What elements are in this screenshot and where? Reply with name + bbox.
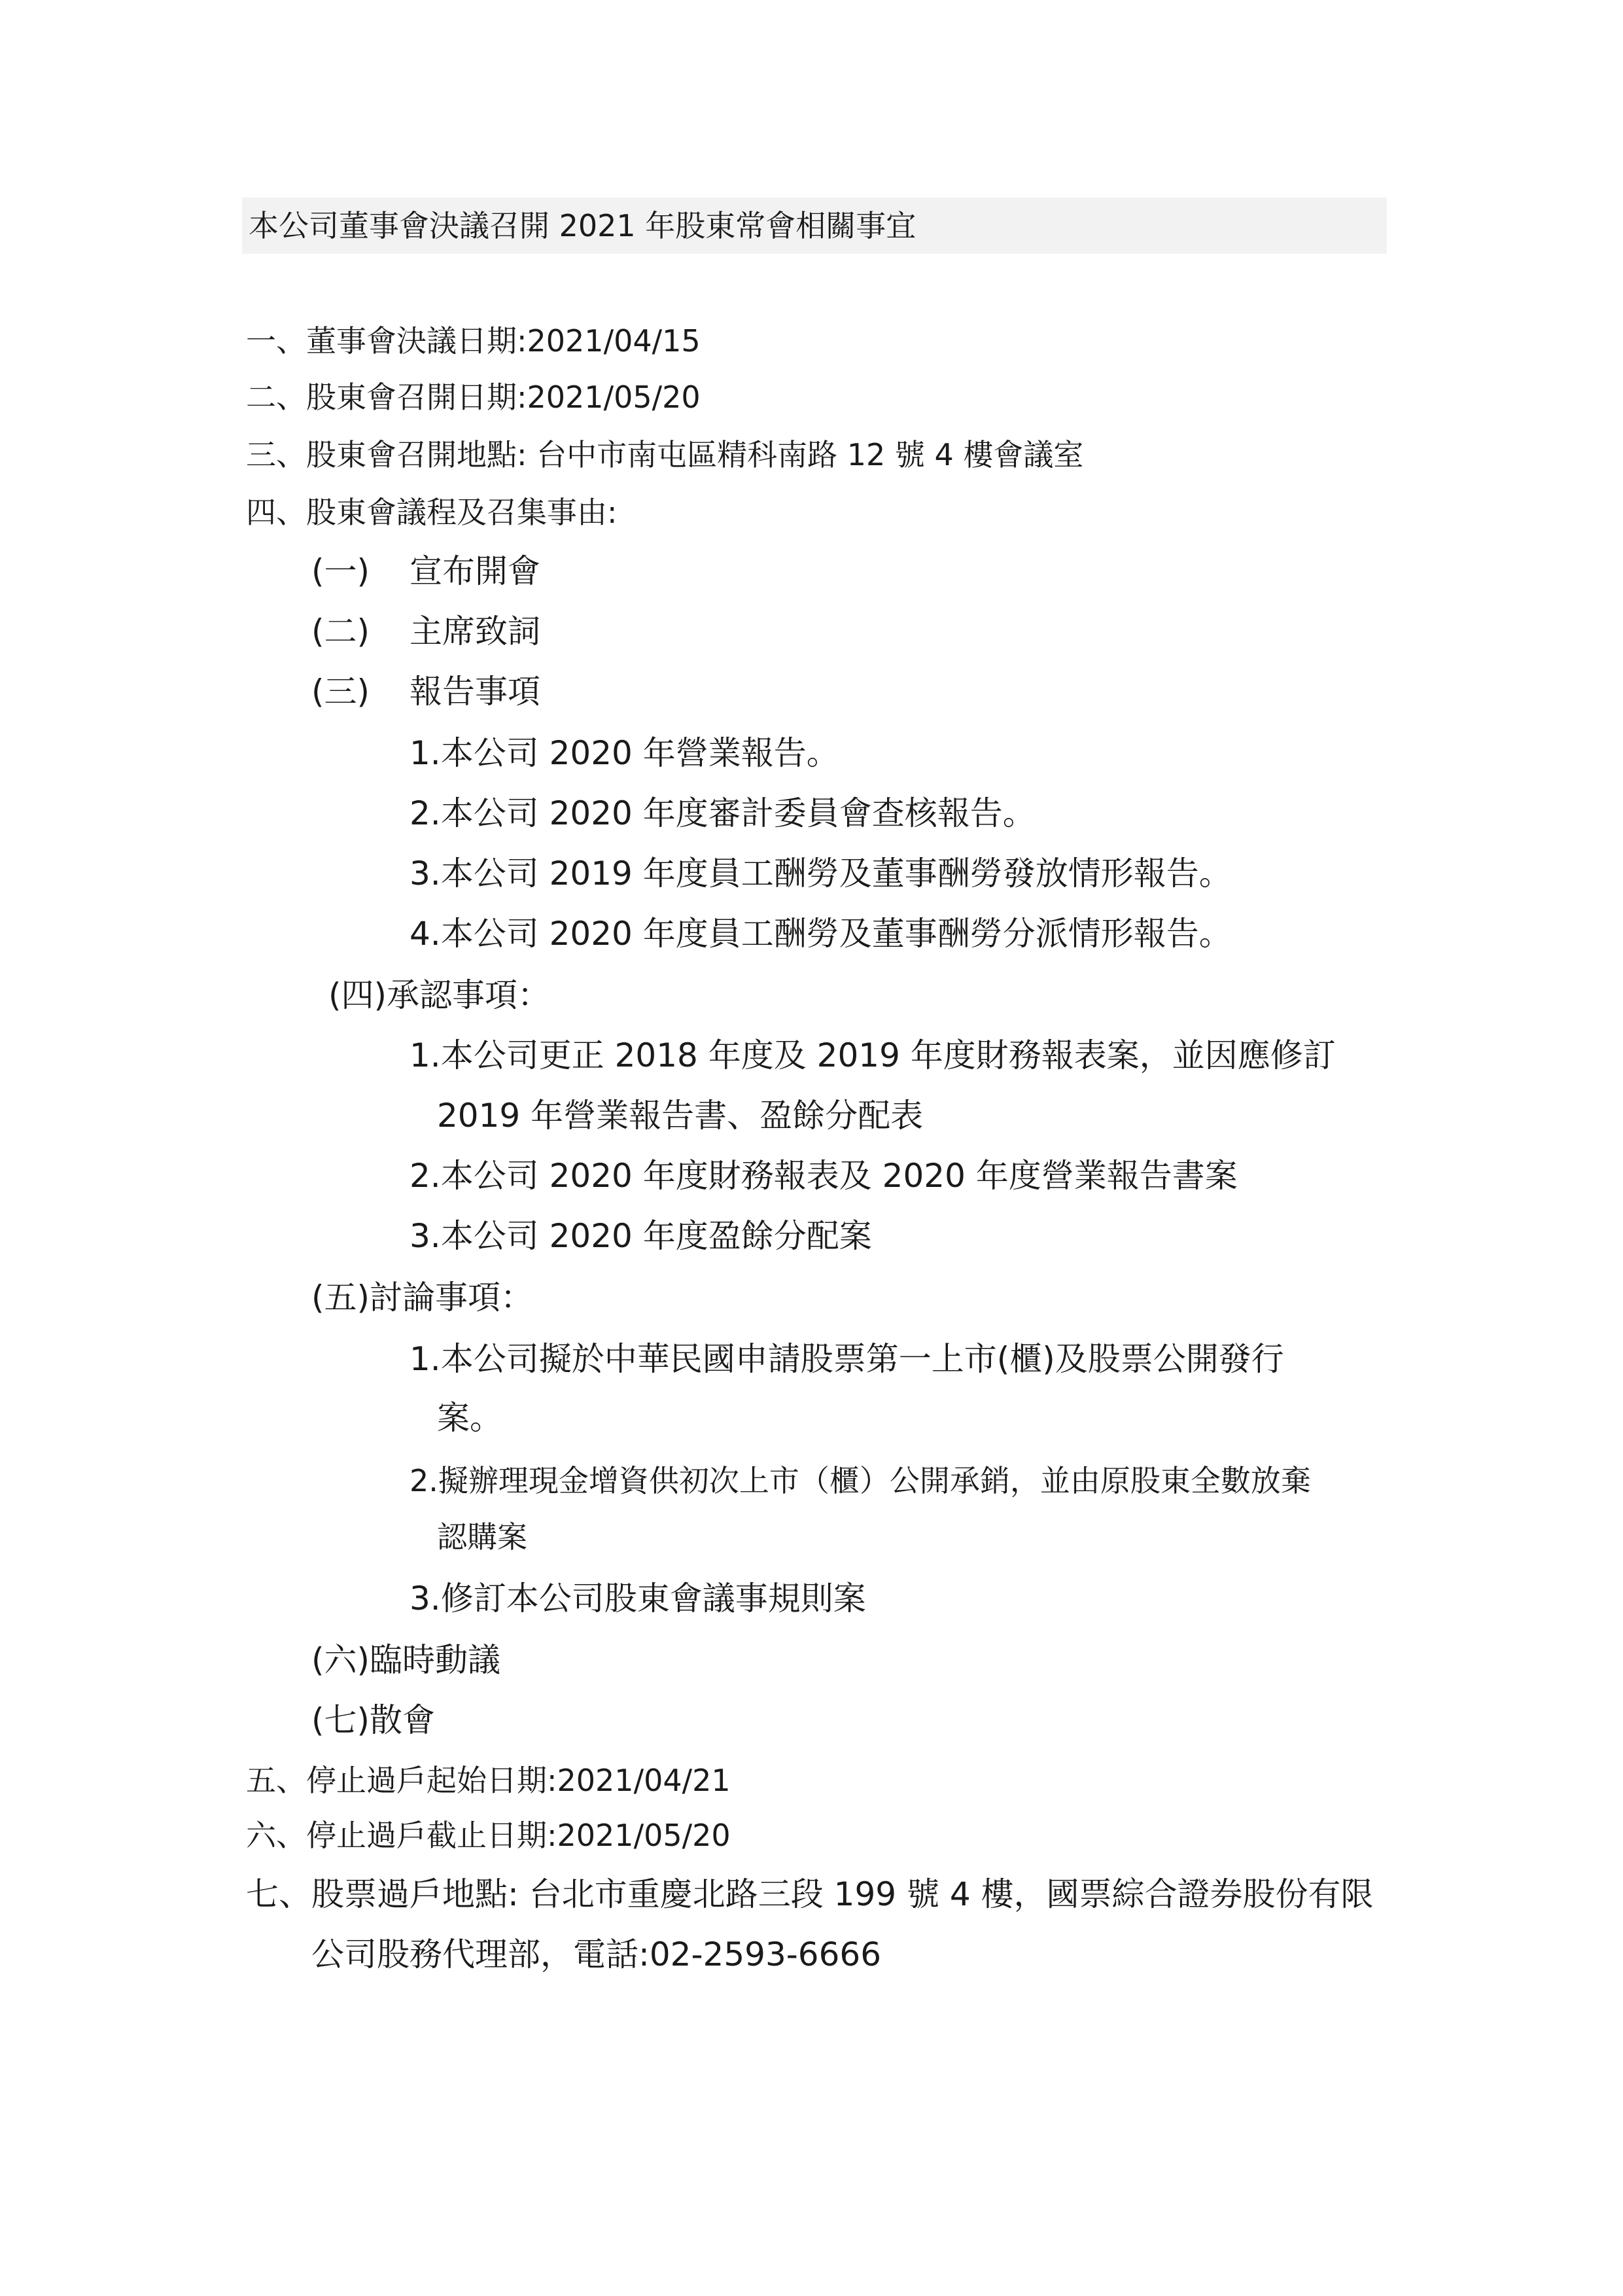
item-transfer-suspension-start: 五、停止過戶起始日期:2021/04/21 [246,1763,731,1798]
page-title: 本公司董事會決議召開 2021 年股東常會相關事宜 [249,208,916,243]
ratify-item-1-line-1: 1.本公司更正 2018 年度及 2019 年度財務報表案，並因應修訂 [410,1036,1336,1074]
report-item-2: 2.本公司 2020 年度審計委員會查核報告。 [410,794,1036,832]
discuss-item-1-line-1: 1.本公司擬於中華民國申請股票第一上市(櫃)及股票公開發行 [410,1340,1284,1378]
agenda-item-4: (四)承認事項： [328,976,551,1014]
report-item-3: 3.本公司 2019 年度員工酬勞及董事酬勞發放情形報告。 [410,855,1232,892]
ratify-item-3: 3.本公司 2020 年度盈餘分配案 [410,1217,872,1255]
agenda-item-3-number: (三) [311,673,370,711]
item-transfer-location-line-2: 公司股務代理部，電話:02-2593-6666 [311,1935,882,1973]
item-meeting-date: 二、股東會召開日期:2021/05/20 [246,380,701,415]
agenda-item-2-text: 主席致詞 [410,612,540,650]
discuss-item-2-line-1: 2.擬辦理現金增資供初次上市（櫃）公開承銷，並由原股東全數放棄 [410,1463,1311,1498]
report-item-1: 1.本公司 2020 年營業報告。 [410,734,839,772]
title-bar [242,198,1387,254]
ratify-item-2: 2.本公司 2020 年度財務報表及 2020 年度營業報告書案 [410,1157,1238,1195]
discuss-item-1-line-2: 案。 [437,1399,502,1437]
agenda-item-2-number: (二) [311,612,370,650]
agenda-item-1-number: (一) [311,552,370,590]
agenda-item-5: (五)討論事項： [311,1279,534,1316]
item-board-resolution-date: 一、董事會決議日期:2021/04/15 [246,323,701,359]
agenda-item-2 [311,611,540,652]
item-meeting-location: 三、股東會召開地點: 台中市南屯區精科南路 12 號 4 樓會議室 [246,437,1084,472]
agenda-item-1-text: 宣布開會 [410,552,540,590]
item-agenda-heading: 四、股東會議程及召集事由: [246,495,618,530]
agenda-item-3-text: 報告事項 [410,673,540,711]
agenda-item-7: (七)散會 [311,1701,436,1739]
ratify-item-1-line-2: 2019 年營業報告書、盈餘分配表 [437,1097,924,1135]
discuss-item-2-line-2: 認購案 [437,1519,527,1555]
report-item-4: 4.本公司 2020 年度員工酬勞及董事酬勞分派情形報告。 [410,915,1232,953]
agenda-item-1 [311,551,540,592]
agenda-item-3 [311,671,540,712]
discuss-item-3: 3.修訂本公司股東會議事規則案 [410,1580,866,1617]
item-transfer-location-line-1: 七、股票過戶地點: 台北市重慶北路三段 199 號 4 樓，國票綜合證券股份有限 [246,1875,1374,1913]
item-transfer-suspension-end: 六、停止過戶截止日期:2021/05/20 [246,1818,731,1853]
agenda-item-6: (六)臨時動議 [311,1641,501,1679]
